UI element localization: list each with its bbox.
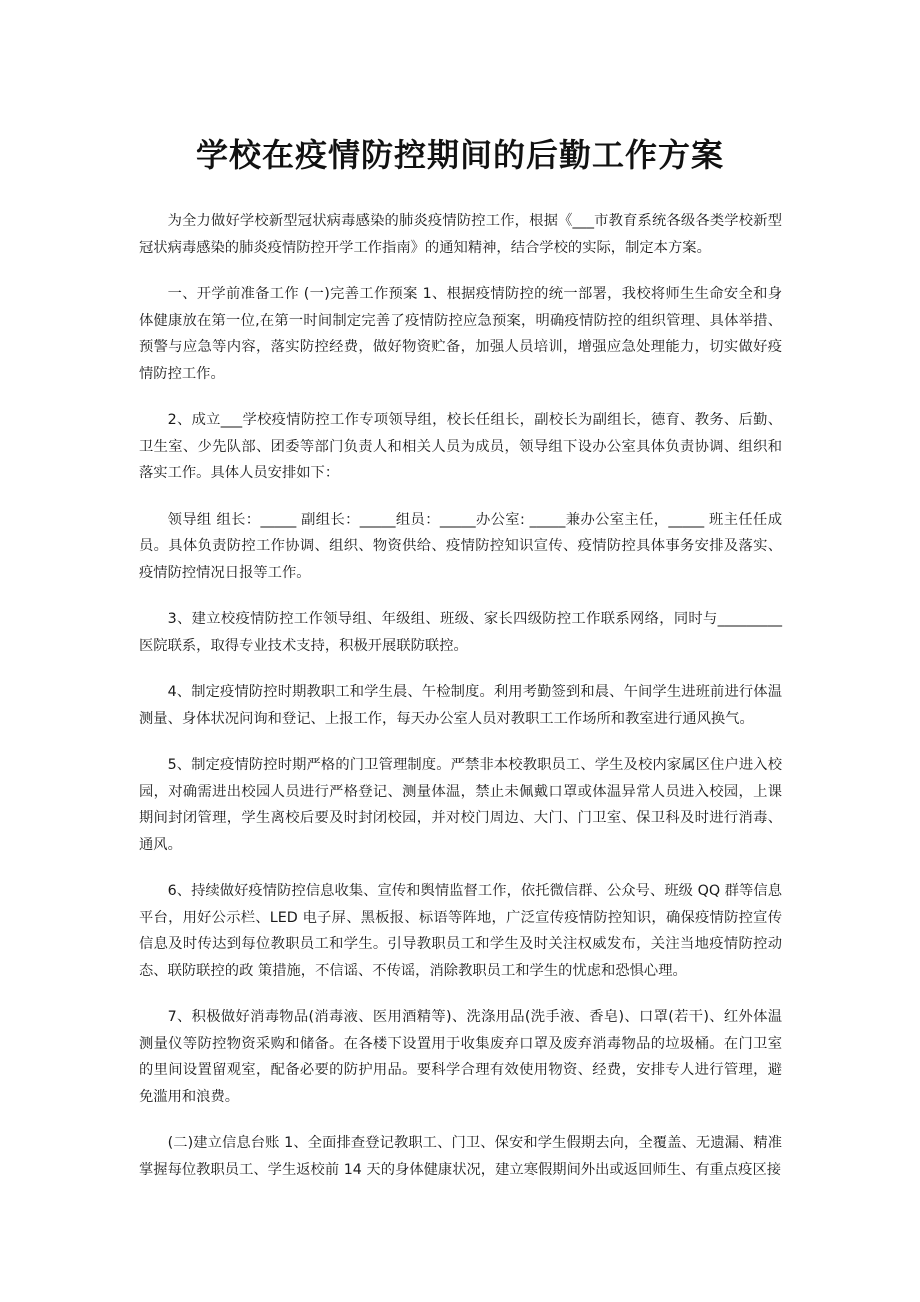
paragraph-intro: 为全力做好学校新型冠状病毒感染的肺炎疫情防控工作，根据《___市教育系统各级各类学校新型冠状病毒感染的肺炎疫情防控开学工作指南》的通知精神，结合学校的实际，制定本方案。 (139, 213, 782, 256)
document-body (139, 208, 782, 1203)
paragraph-section-1: 一、开学前准备工作 (一)完善工作预案 1、根据疫情防控的统一部署，我校将师生生命安全和身体健康放在第一位,在第一时间制定完善了疫情防控应急预案，明确疫情防控的组织管理、具体举措、预警与应急等内容，落实防控经费，做好物资贮备，加强人员培训，增强应急处理能力，切实做好疫情防控工作。 (139, 286, 782, 382)
paragraph-item-6: 6、持续做好疫情防控信息收集、宣传和舆情监督工作，依托微信群、公众号、班级 QQ 群等信息平台，用好公示栏、LED 电子屏、黑板报、标语等阵地，广泛宣传疫情防控知识，确保疫情防控宣传信息及时传达到每位教职员工和学生。引导教职员工和学生及时关注权威发布，关注当地疫情防控动态、联防联控的政 策措施，不信谣、不传谣，消除教职员工和学生的忧虑和恐惧心理。 (139, 883, 782, 979)
paragraph-item-4: 4、制定疫情防控时期教职工和学生晨、午检制度。利用考勤签到和晨、午间学生进班前进行体温测量、身体状况问询和登记、上报工作，每天办公室人员对教职工工作场所和教室进行通风换气。 (139, 684, 782, 727)
paragraph-leadership: 领导组 组长：_____ 副组长：_____组员：_____办公室: _____兼办公室主任，_____ 班主任任成员。具体负责防控工作协调、组织、物资供给、疫情防控知识宣传、疫情防控具体事务安排及落实、疫情防控情况日报等工作。 (139, 511, 782, 581)
paragraph-item-5: 5、制定疫情防控时期严格的门卫管理制度。严禁非本校教职员工、学生及校内家属区住户进入校园，对确需进出校园人员进行严格登记、测量体温，禁止未佩戴口罩或体温异常人员进入校园，上课期间封闭管理，学生离校后要及时封闭校园，并对校门周边、大门、门卫室、保卫科及时进行消毒、通风。 (139, 757, 782, 853)
paragraph-item-2: 2、成立___学校疫情防控工作专项领导组，校长任组长，副校长为副组长，德育、教务、后勤、卫生室、少先队部、团委等部门负责人和相关人员为成员，领导组下设办公室具体负责协调、组织和落实工作。具体人员安排如下： (139, 412, 782, 481)
document-title: 学校在疫情防控期间的后勤工作方案 (195, 136, 724, 174)
paragraph-item-3: 3、建立校疫情防控工作领导组、年级组、班级、家长四级防控工作联系网络，同时与_________医院联系，取得专业技术支持，积极开展联防联控。 (139, 611, 782, 654)
paragraph-item-7: 7、积极做好消毒物品(消毒液、医用酒精等)、洗涤用品(洗手液、香皂)、口罩(若干)、红外体温测量仪等防控物资采购和储备。在各楼下设置用于收集废弃口罩及废弃消毒物品的垃圾桶。在门卫室的里间设置留观室，配备必要的防护用品。要科学合理有效使用物资、经费，安排专人进行管理，避免滥用和浪费。 (139, 1009, 782, 1105)
paragraph-section-2: (二)建立信息台账 1、全面排查登记教职工、门卫、保安和学生假期去向，全覆盖、无遗漏、精准掌握每位教职员工、学生返校前 14 天的身体健康状况，建立寒假期间外出或返回师生、有重点疫区接 (139, 1135, 782, 1178)
